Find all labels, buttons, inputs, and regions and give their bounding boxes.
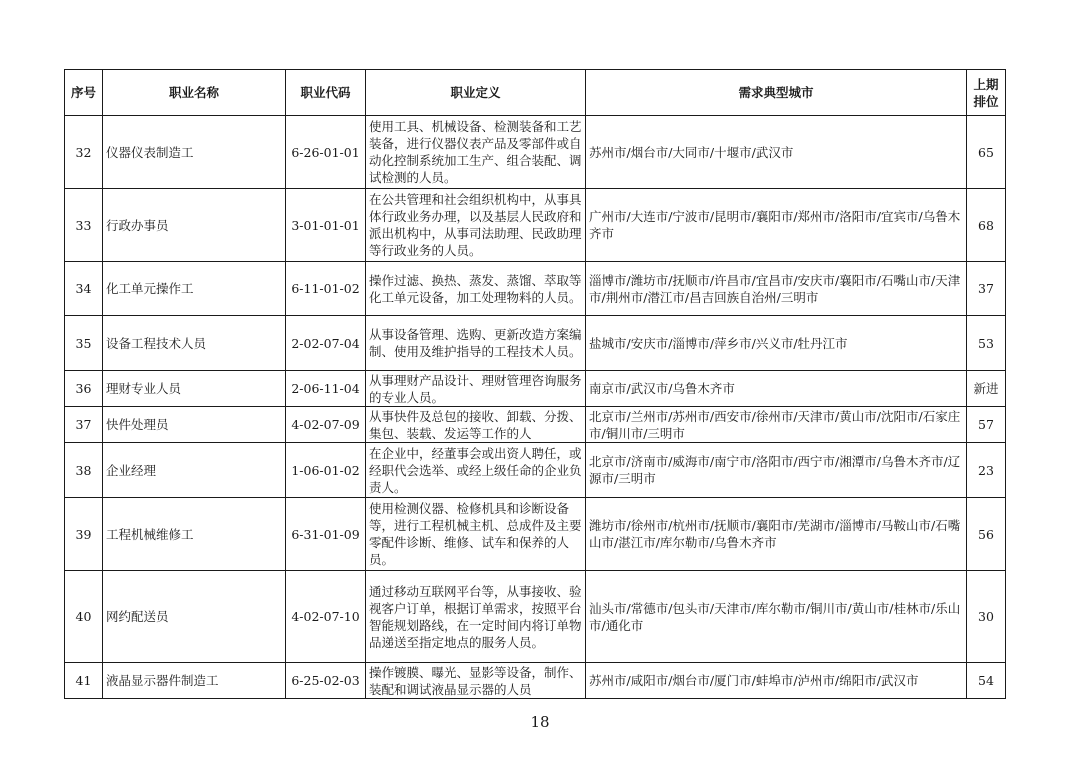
header-no: 序号 [65,70,103,116]
cell-code: 4-02-07-09 [286,407,366,443]
cell-name: 化工单元操作工 [103,262,286,316]
table-row [65,571,1006,663]
cell-cities: 南京市/武汉市/乌鲁木齐市 [586,371,967,407]
cell-cities: 苏州市/烟台市/大同市/十堰市/武汉市 [586,116,967,189]
header-code: 职业代码 [286,70,366,116]
cell-rank: 65 [967,116,1006,189]
cell-name: 理财专业人员 [103,371,286,407]
table-row [65,316,1006,371]
table-row [65,443,1006,498]
header-definition: 职业定义 [366,70,586,116]
cell-rank: 新进 [967,371,1006,407]
cell-code: 2-02-07-04 [286,316,366,371]
cell-cities: 北京市/兰州市/苏州市/西安市/徐州市/天津市/黄山市/沈阳市/石家庄市/铜川市/三明市 [586,407,967,443]
cell-no: 38 [65,443,103,498]
cell-cities: 潍坊市/徐州市/杭州市/抚顺市/襄阳市/芜湖市/淄博市/马鞍山市/石嘴山市/湛江市/库尔勒市/乌鲁木齐市 [586,498,967,571]
header-rank: 上期排位 [967,70,1006,116]
cell-code: 1-06-01-02 [286,443,366,498]
cell-rank: 56 [967,498,1006,571]
cell-cities: 广州市/大连市/宁波市/昆明市/襄阳市/郑州市/洛阳市/宜宾市/乌鲁木齐市 [586,189,967,262]
cell-name: 工程机械维修工 [103,498,286,571]
cell-name: 设备工程技术人员 [103,316,286,371]
cell-code: 2-06-11-04 [286,371,366,407]
cell-name: 快件处理员 [103,407,286,443]
cell-name: 仪器仪表制造工 [103,116,286,189]
cell-definition: 从事设备管理、选购、更新改造方案编制、使用及维护指导的工程技术人员。 [366,316,586,371]
cell-rank: 68 [967,189,1006,262]
cell-definition: 通过移动互联网平台等，从事接收、验视客户订单，根据订单需求，按照平台智能规划路线，在一定时间内将订单物品递送至指定地点的服务人员。 [366,571,586,663]
cell-no: 39 [65,498,103,571]
cell-code: 4-02-07-10 [286,571,366,663]
cell-code: 6-11-01-02 [286,262,366,316]
occupation-table [64,69,1006,699]
cell-rank: 57 [967,407,1006,443]
table-header-row [65,70,1006,116]
cell-name: 企业经理 [103,443,286,498]
cell-code: 6-26-01-01 [286,116,366,189]
cell-code: 3-01-01-01 [286,189,366,262]
cell-definition: 操作过滤、换热、蒸发、蒸馏、萃取等化工单元设备，加工处理物料的人员。 [366,262,586,316]
cell-definition: 使用工具、机械设备、检测装备和工艺装备，进行仪器仪表产品及零部件或自动化控制系统加工生产、组合装配、调试检测的人员。 [366,116,586,189]
cell-no: 40 [65,571,103,663]
cell-name: 行政办事员 [103,189,286,262]
cell-cities: 淄博市/潍坊市/抚顺市/许昌市/宜昌市/安庆市/襄阳市/石嘴山市/天津市/荆州市/潜江市/昌吉回族自治州/三明市 [586,262,967,316]
cell-rank: 30 [967,571,1006,663]
page-number: 18 [530,713,550,731]
cell-no: 35 [65,316,103,371]
cell-no: 34 [65,262,103,316]
cell-cities: 汕头市/常德市/包头市/天津市/库尔勒市/铜川市/黄山市/桂林市/乐山市/通化市 [586,571,967,663]
cell-definition: 使用检测仪器、检修机具和诊断设备等，进行工程机械主机、总成件及主要零配件诊断、维修、试车和保养的人员。 [366,498,586,571]
cell-definition: 在公共管理和社会组织机构中，从事具体行政业务办理，以及基层人民政府和派出机构中，从事司法助理、民政助理等行政业务的人员。 [366,189,586,262]
cell-rank: 23 [967,443,1006,498]
cell-name: 液晶显示器件制造工 [103,663,286,699]
cell-no: 37 [65,407,103,443]
cell-definition: 操作镀膜、曝光、显影等设备，制作、装配和调试液晶显示器的人员 [366,663,586,699]
header-name: 职业名称 [103,70,286,116]
cell-code: 6-31-01-09 [286,498,366,571]
cell-code: 6-25-02-03 [286,663,366,699]
table-row [65,189,1006,262]
cell-definition: 从事快件及总包的接收、卸载、分拨、集包、装载、发运等工作的人 [366,407,586,443]
cell-definition: 在企业中，经董事会或出资人聘任，或经职代会选举、或经上级任命的企业负责人。 [366,443,586,498]
cell-rank: 37 [967,262,1006,316]
cell-name: 网约配送员 [103,571,286,663]
header-cities: 需求典型城市 [586,70,967,116]
table-row [65,371,1006,407]
table-row [65,407,1006,443]
cell-no: 36 [65,371,103,407]
cell-rank: 54 [967,663,1006,699]
cell-cities: 北京市/济南市/威海市/南宁市/洛阳市/西宁市/湘潭市/乌鲁木齐市/辽源市/三明市 [586,443,967,498]
cell-definition: 从事理财产品设计、理财管理咨询服务的专业人员。 [366,371,586,407]
cell-no: 41 [65,663,103,699]
table-row [65,262,1006,316]
cell-cities: 盐城市/安庆市/淄博市/萍乡市/兴义市/牡丹江市 [586,316,967,371]
cell-no: 33 [65,189,103,262]
table-row [65,116,1006,189]
cell-rank: 53 [967,316,1006,371]
table-row [65,663,1006,699]
cell-cities: 苏州市/咸阳市/烟台市/厦门市/蚌埠市/泸州市/绵阳市/武汉市 [586,663,967,699]
table-row [65,498,1006,571]
cell-no: 32 [65,116,103,189]
